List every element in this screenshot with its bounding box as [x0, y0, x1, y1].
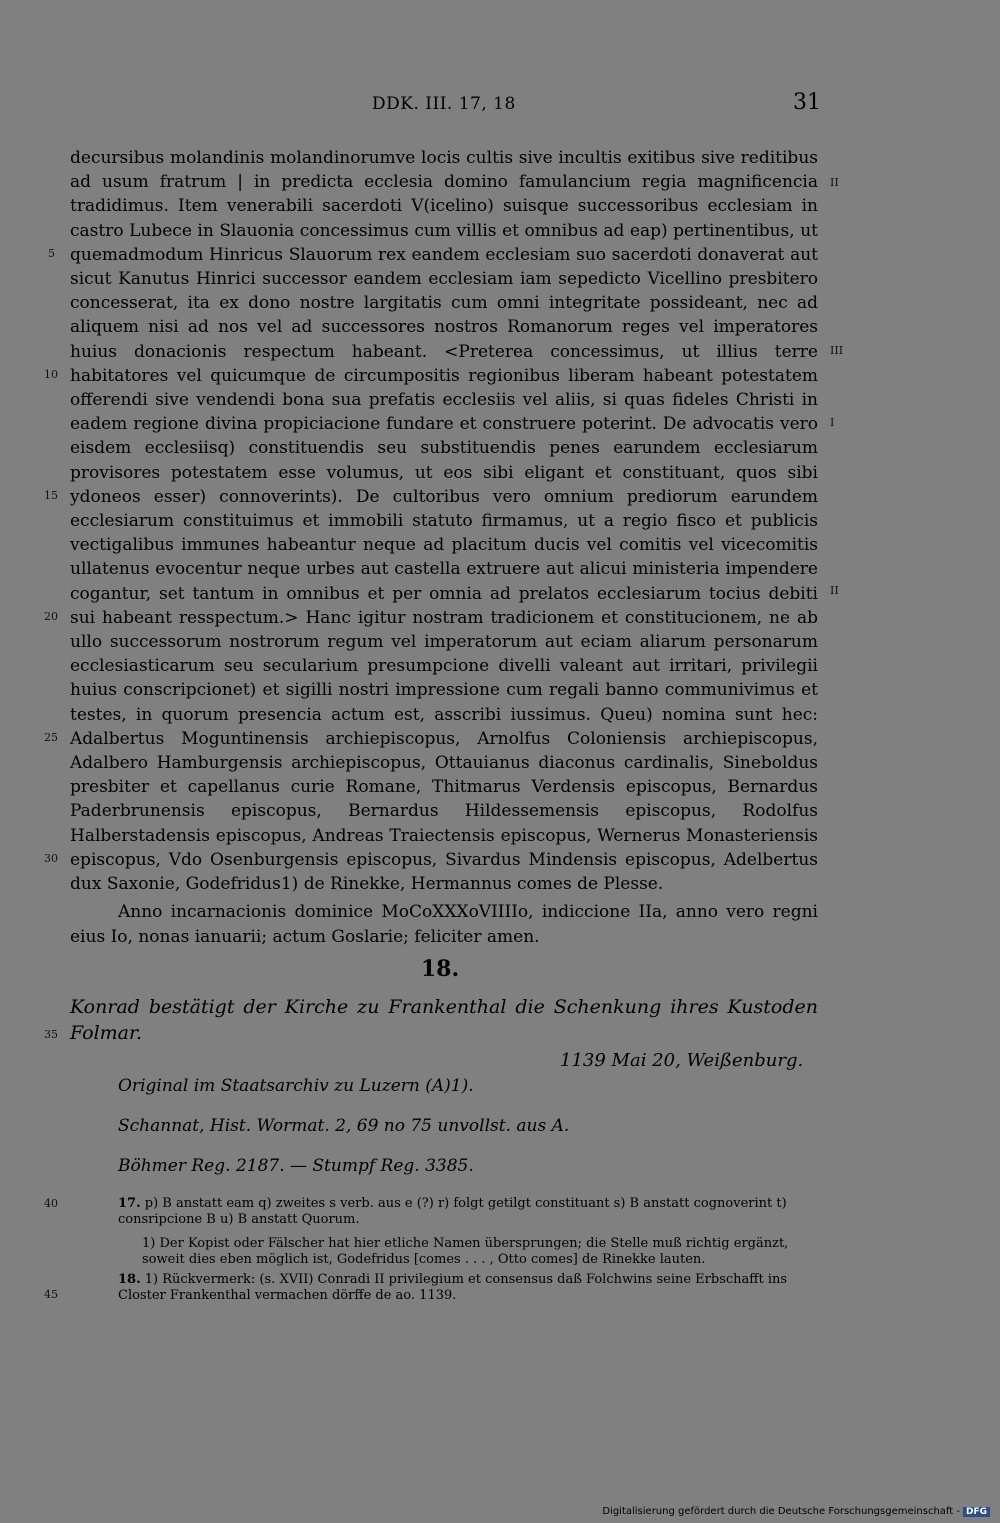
line-number: 35 — [44, 1028, 58, 1041]
source-edition: Schannat, Hist. Wormat. 2, 69 no 75 unvollst. aus A. — [118, 1116, 570, 1136]
document-number: 18. — [420, 956, 460, 982]
note-text: 1) Rückvermerk: (s. XVII) Conradi II privilegium et consensus daß Folchwins seine Erbschafft ins Closter Frankenthal vermachen dörffe de ao. 1139. — [118, 1272, 788, 1303]
notes-17-footnote — [118, 1236, 818, 1268]
source-original: Original im Staatsarchiv zu Luzern (A)1). — [118, 1076, 474, 1096]
footer-text: Digitalisierung gefördert durch die Deutsche Forschungsgemeinschaft - — [602, 1506, 960, 1517]
main-text — [70, 146, 818, 949]
notes-18 — [118, 1272, 818, 1304]
line-number: 30 — [44, 852, 58, 865]
note-text: 1) Der Kopist oder Fälscher hat hier etliche Namen übersprungen; die Stelle muß richtig ergänzt, soweit dies eben möglich ist, Godefridus [comes . . . , Otto comes] de Rinekke lauten. — [142, 1236, 789, 1267]
page-header — [0, 90, 1000, 120]
footer — [602, 1506, 990, 1517]
note-text: p) B anstatt eam q) zweites s verb. aus e (?) r) folgt getilgt constituant s) B anstatt cognoverint t) consripcione B u) B anstatt Quorum. — [118, 1196, 787, 1227]
running-title: DDK. III. 17, 18 — [372, 94, 516, 114]
charter-text-paragraph: decursibus molandinis molandinorumve locis cultis sive incultis exitibus sive reditibus ad usum fratrum | in predicta ecclesia domino famulancium regia magnificencia tradidimus. Item venerabili sacerdoti V(icelino) suisque successoribus ecclesiam in castro Lubece in Slauonia concessimus cum villis et omnibus ad eap) pertinentibus, ut quemadmodum Hinricus Slauorum rex eandem ecclesiam suo sacerdoti donaverat aut sicut Kanutus Hinrici successor eandem ecclesiam iam sepedicto Vicellino presbitero concesserat, ita ex dono nostre largitatis cum omni integritate possideant, nec ad aliquem nisi ad nos vel ad successores nostros Romanorum reges vel imperatores huius donacionis respectum habeant. <Preterea concessimus, ut illius terre habitatores vel quicumque de circumpositis regionibus liberam habeant potestatem offerendi sive vendendi bona sua prefatis ecclesiis vel aliis, si quas fideles Christi in eadem regione divina propiciacione fundare et construere poterint. De advocatis vero eisdem ecclesiisq) constituendis seu substituendis penes earundem ecclesiarum provisores potestatem esse volumus, ut eos sibi eligant et constituant, quos sibi ydoneos esser) connoverints). De cultoribus vero omnium prediorum earundem ecclesiarum constituimus et immobili statuto firmamus, ut a regio fisco et publicis vectigalibus immunes habeantur neque ad placitum ducis vel comitis vel vicecomitis ullatenus evocentur neque urbes aut castella extruere aut alicui ministeria impendere cogantur, set tantum in omnibus et per omnia ad prelatos ecclesiarum tocius debiti sui habeant resspectum.> Hanc igitur nostram tradicionem et constitucionem, ne ab ullo successorum nostrorum regum vel imperatorum aut eciam aliarum personarum ecclesiasticarum seu secularium presumpcione divelli valeant aut irritari, privilegii huius conscripcionet) et sigilli nostri impressione cum regali banno communivimus et testes, in quorum presencia actum est, asscribi iussimus. Queu) nomina sunt hec: Adalbertus Moguntinensis archiepiscopus, Arnolfus Coloniensis archiepiscopus, Adalbero Hamburgensis archiepiscopus, Ottauianus diaconus cardinalis, Sineboldus presbiter et capellanus curie Romane, Thitmarus Verdensis episcopus, Bernardus Paderbrunensis episcopus, Bernardus Hildessemensis episcopus, Rodolfus Halberstadensis episcopus, Andreas Traiectensis episcopus, Wernerus Monasteriensis episcopus, Vdo Osenburgensis episcopus, Sivardus Mindensis episcopus, Adelbertus dux Saxonie, Godefridus1) de Rinekke, Hermannus comes de Plesse. — [70, 148, 818, 895]
note-label: 18. — [118, 1272, 141, 1287]
margin-mark: II — [830, 176, 839, 189]
line-number: 45 — [44, 1288, 58, 1301]
line-number: 5 — [48, 247, 55, 260]
source-regesta: Böhmer Reg. 2187. — Stumpf Reg. 3385. — [118, 1156, 474, 1176]
page-number: 31 — [793, 90, 821, 115]
line-number: 25 — [44, 731, 58, 744]
line-number: 15 — [44, 489, 58, 502]
note-label: 17. — [118, 1196, 141, 1211]
line-number: 10 — [44, 368, 58, 381]
line-number: 40 — [44, 1197, 58, 1210]
dateline: 1139 Mai 20, Weißenburg. — [560, 1050, 804, 1071]
margin-mark: III — [830, 344, 844, 357]
margin-mark: II — [830, 584, 839, 597]
document-summary: Konrad bestätigt der Kirche zu Frankenthal die Schenkung ihres Kustoden Folmar. — [70, 996, 818, 1044]
line-number: 20 — [44, 610, 58, 623]
dating-clause-paragraph: Anno incarnacionis dominice MoCoXXXoVIIIIo, indiccione IIa, anno vero regni eius Io, nonas ianuarii; actum Goslarie; feliciter amen. — [70, 902, 818, 947]
dfg-logo: DFG — [963, 1507, 990, 1517]
notes-17 — [118, 1196, 818, 1228]
margin-mark: I — [830, 416, 835, 429]
